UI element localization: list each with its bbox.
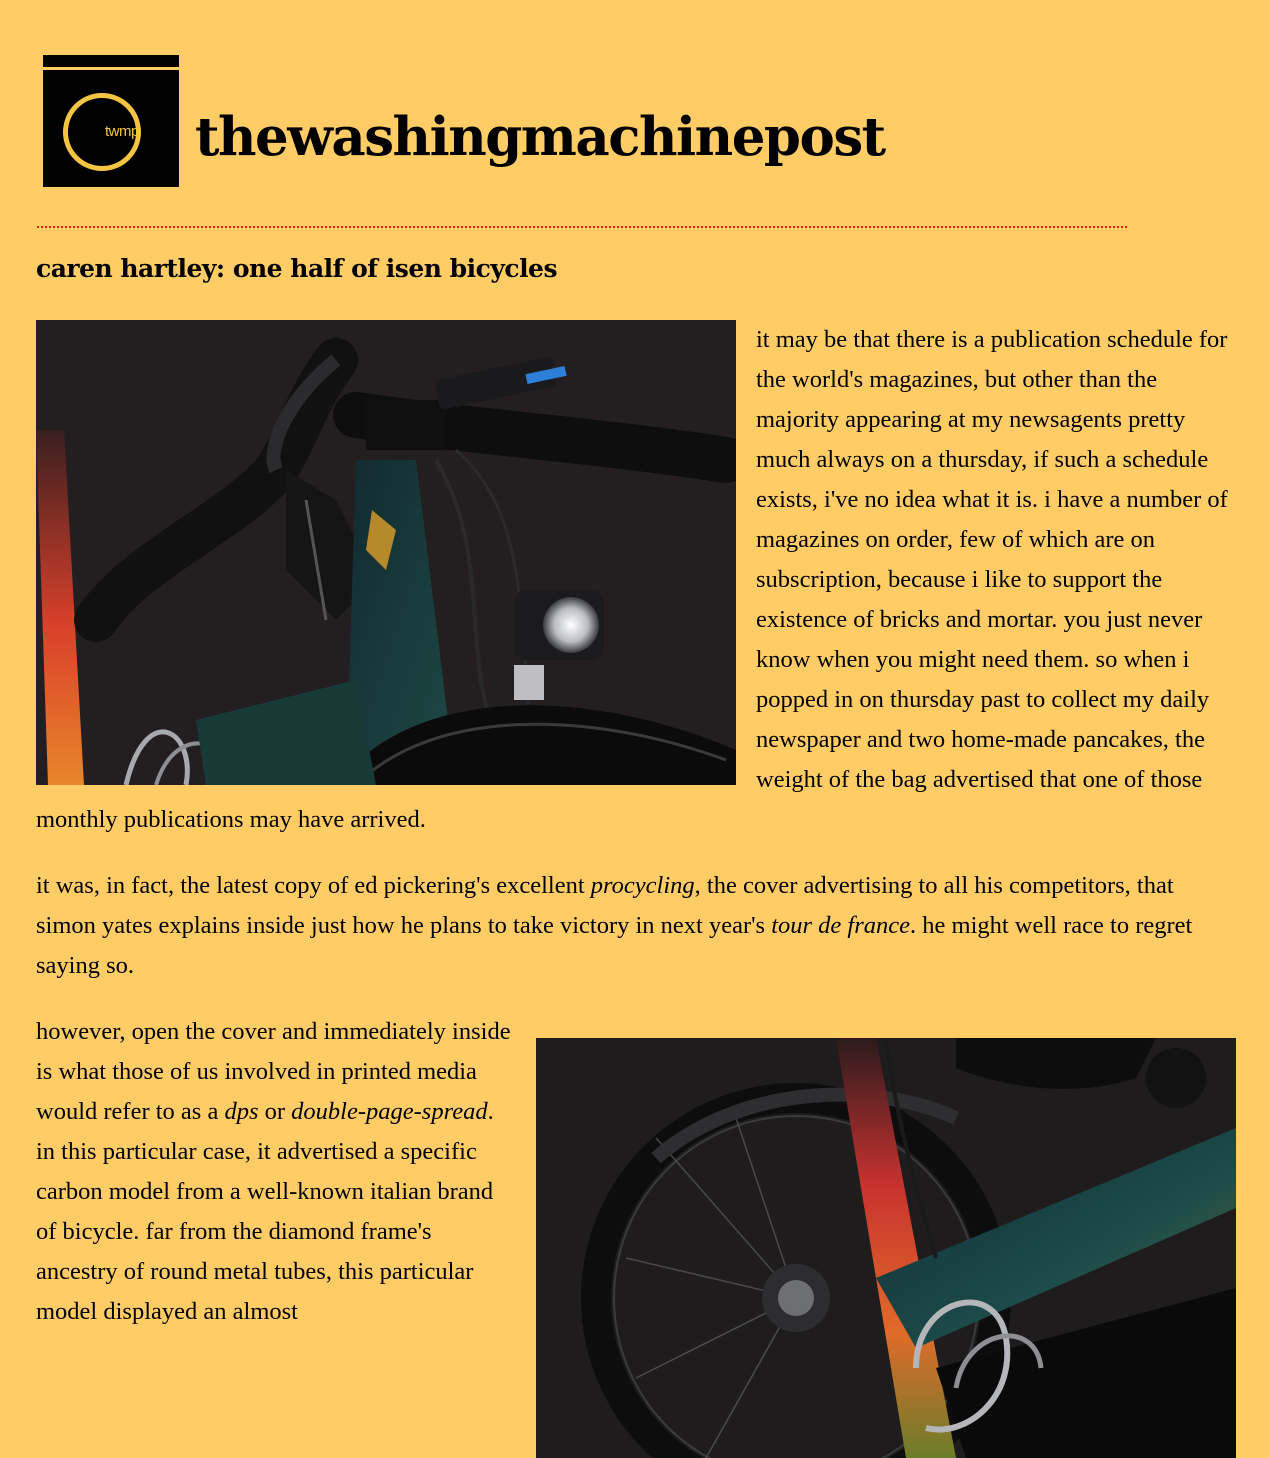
logo-mark-text: twmp (105, 123, 139, 140)
header-divider (37, 226, 1127, 228)
term-dps: dps (224, 1098, 259, 1125)
article-paragraph-1: it may be that there is a publication schedule for the world's magazines, but other than the majority appearing at my newsagents pretty much always on a thursday, if such a schedule exists, i've no idea what it is. i have a number of magazines on order, few of which are on subscription, because i like to support the existence of bricks and mortar. you just never know when you might need them. so when i popped in on thursday past to collect my daily newspaper and two home-made pancakes, the weight of the bag advertised that one of those monthly publications may have arrived. (36, 326, 1228, 833)
article-headline: caren hartley: one half of isen bicycles (36, 254, 558, 283)
article-body (36, 320, 1236, 1458)
p2-text-e: . he might well race to regret saying so. (36, 912, 1193, 979)
term-double-page-spread: double-page-spread (291, 1098, 488, 1125)
masthead (43, 55, 1223, 195)
site-logo[interactable] (43, 55, 179, 187)
magazine-title-procycling: procycling (590, 872, 695, 899)
race-name-tour-de-france: tour de france (771, 912, 911, 939)
isen-bicycle-handlebar-photo (36, 320, 736, 785)
logo-top-bar (43, 55, 179, 70)
p3-text-e: . in this particular case, it advertised a specific carbon model from a well-known italian brand of bicycle. far from the diamond frame's ancestry of round metal tubes, this particular model displayed an almost (36, 1098, 494, 1325)
article-paragraph-2 (36, 866, 1236, 986)
p3-text-c: or (258, 1098, 292, 1125)
p2-text-c: , the cover advertising to all his competitors, that simon yates explains inside just how he plans to take victory in next year's (36, 872, 1174, 939)
site-title[interactable]: thewashingmachinepost (195, 106, 885, 168)
p3-text-a: however, open the cover and immediately inside is what those of us involved in printed media would refer to as a (36, 1018, 511, 1125)
isen-bicycle-frame-photo (536, 1038, 1236, 1458)
p2-text-a: it was, in fact, the latest copy of ed pickering's excellent (36, 872, 591, 899)
